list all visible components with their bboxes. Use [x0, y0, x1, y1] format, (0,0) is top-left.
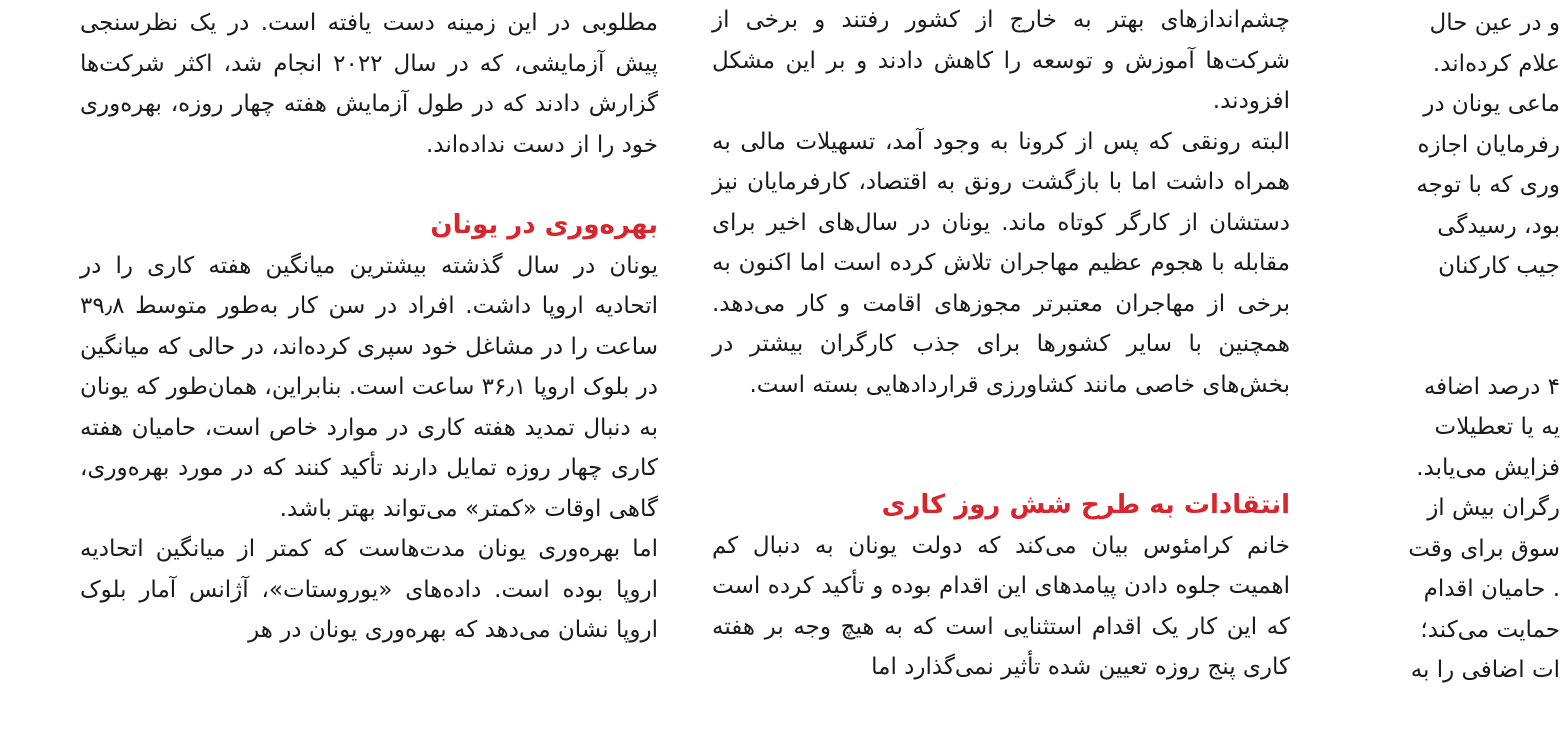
right-line: رفرمایان اجازه: [1417, 131, 1560, 158]
middle-paragraph-1: چشم‌اندازهای بهتر به خارج از کشور رفتند و برخی از شرکت‌ها آموزش و توسعه را کاهش دادند و بر این مشکل افزودند.: [712, 7, 1290, 114]
right-column-cropped: [1340, 0, 1560, 691]
left-paragraph-1: یونان در سال گذشته بیشترین میانگین هفته کاری را در اتحادیه اروپا داشت. افراد در سن کار به‌طور متوسط ۳۹٫۸ ساعت را در مشاغل خود سپری کرده‌اند، در حالی که میانگین در بلوک اروپا ۳۶٫۱ ساعت است. بنابراین، همان‌طور که یونان به دنبال تمدید هفته کاری در موارد خاص است، حامیان هفته کاری چهار روزه تمایل دارند تأکید کنند که در مورد بهره‌وری، گاهی اوقات «کمتر» می‌تواند بهتر باشد.: [80, 252, 658, 522]
middle-paragraph-2: البته رونقی که پس از کرونا به وجود آمد، تسهیلات مالی به همراه داشت اما با بازگشت رونق به اقتصاد، کارفرمایان نیز دستشان از کارگر کوتاه ماند. یونان در سال‌های اخیر برای مقابله با هجوم عظیم مهاجران تلاش کرده است اما اکنون به برخی از مهاجران معتبرتر مجوزهای اقامت و کار می‌دهد. همچنین با سایر کشورها برای جذب کارگران بیشتر در بخش‌های خاصی مانند کشاورزی قراردادهایی بسته است.: [712, 128, 1290, 398]
heading-six-day-criticism: انتقادات به طرح شش روز کاری: [881, 490, 1290, 520]
middle-column: [712, 0, 1290, 688]
right-line: . حامیان اقدام: [1423, 576, 1560, 602]
right-line: بود، رسیدگی: [1437, 212, 1560, 239]
right-line: حمایت می‌کند؛: [1420, 616, 1560, 643]
right-line: ات اضافی را به: [1410, 657, 1560, 683]
heading-productivity-in-greece: بهره‌وری در یونان: [430, 210, 658, 240]
right-line: سوق برای وقت: [1408, 535, 1560, 562]
left-column: [80, 0, 658, 651]
middle-paragraph-3: خانم کرامئوس بیان می‌کند که دولت یونان به دنبال کم اهمیت جلوه دادن پیامدهای این اقدام بوده و تأکید کرده است که این کار یک اقدام استثنایی است که به هیچ وجه بر هفته کاری پنج روزه تعیین شده تأثیر نمی‌گذارد اما: [712, 532, 1290, 680]
right-line: رگران بیش از: [1427, 495, 1560, 521]
right-line: یه یا تعطیلات: [1434, 414, 1560, 440]
right-line: ماعی یونان در: [1423, 91, 1560, 117]
right-line: و در عین حال: [1429, 10, 1560, 36]
right-lines-group-b: [1340, 367, 1560, 691]
right-line: علام کرده‌اند.: [1432, 50, 1560, 77]
left-paragraph-2: اما بهره‌وری یونان مدت‌هاست که کمتر از میانگین اتحادیه اروپا بوده است. داده‌های «یوروستات»، آژانس آمار بلوک اروپا نشان می‌دهد که بهره‌وری یونان در هر: [80, 536, 658, 643]
right-line: ۴ درصد اضافه: [1423, 373, 1560, 400]
left-intro-paragraph: مطلوبی در این زمینه دست یافته است. در یک نظرسنجی پیش آزمایشی، که در سال ۲۰۲۲ انجام شد، اکثر شرکت‌ها گزارش دادند که در طول آزمایش هفته چهار روزه، بهره‌وری خود را از دست نداده‌اند.: [80, 10, 658, 158]
right-line: فزایش می‌یابد.: [1416, 454, 1560, 481]
right-lines-group-a: [1340, 3, 1560, 287]
right-line: وری که با توجه: [1416, 172, 1560, 198]
right-line: جیب کارکنان: [1438, 253, 1560, 279]
